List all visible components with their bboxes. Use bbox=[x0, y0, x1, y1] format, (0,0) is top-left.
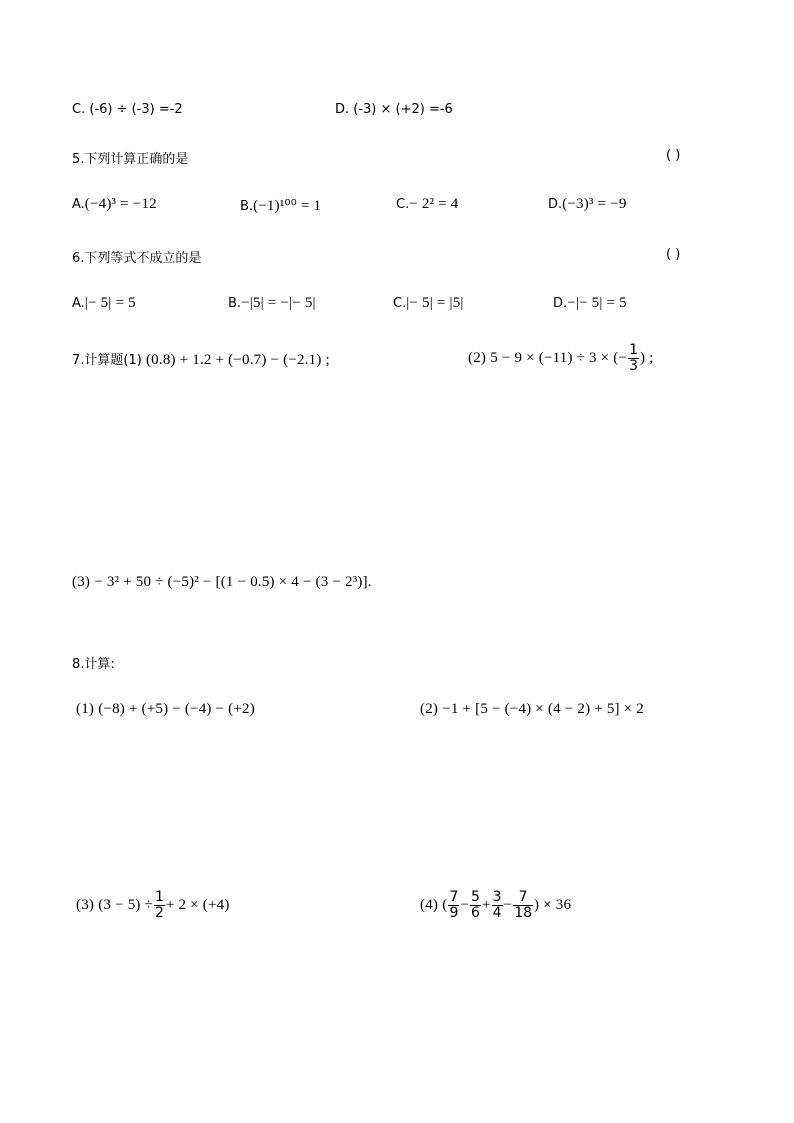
q8-expr4-fraction-1: $\frac{7}{9}$ bbox=[449, 889, 459, 921]
q8-expr4-fraction-3: $\frac{3}{4}$ bbox=[492, 889, 502, 921]
q5-option-d: D.(−3)³ = −9 bbox=[548, 196, 627, 212]
q7-expr-1: (0.8) + 1.2 + (−0.7) − (−2.1) ; bbox=[145, 352, 330, 368]
q5-option-d-math: (−3)³ = −9 bbox=[562, 196, 627, 212]
q4-option-c: C. (-6) ÷ (-3) =-2 bbox=[72, 102, 183, 117]
q8-part-1: (1) (−8) + (+5) − (−4) − (+2) bbox=[76, 701, 255, 717]
q5-option-b: B.(−1)¹⁰⁰ = 1 bbox=[240, 198, 322, 214]
q8-expr4-fraction-4: $\frac{7}{18}$ bbox=[514, 889, 533, 921]
q8-expr4-fraction-2: $\frac{5}{6}$ bbox=[471, 889, 480, 921]
q5-stem: 5.下列计算正确的是 bbox=[72, 152, 189, 167]
q5-option-c-math: − 2² = 4 bbox=[409, 196, 459, 212]
q6-option-d: D.−|− 5| = 5 bbox=[553, 295, 627, 311]
q8-expr-1: (−8) + (+5) − (−4) − (+2) bbox=[98, 701, 255, 717]
q6-option-d-math: −|− 5| = 5 bbox=[567, 295, 627, 311]
q7-part-1 bbox=[72, 349, 330, 369]
q8-stem: 8.计算: bbox=[72, 657, 115, 672]
q8-part-3: (3) (3 − 5) ÷ $\frac{1}{2}$ + 2 × (+4) bbox=[76, 889, 230, 921]
q6-option-a: A.|− 5| = 5 bbox=[72, 295, 136, 311]
q6-option-a-math: |− 5| = 5 bbox=[84, 295, 136, 311]
q6-option-c-math: |− 5| = |5| bbox=[406, 295, 464, 311]
q8-expr3-fraction: $\frac{1}{2}$ bbox=[154, 889, 164, 921]
q6-option-b: B.−|5| = −|− 5| bbox=[228, 295, 316, 311]
q5-option-c: C.− 2² = 4 bbox=[396, 196, 459, 212]
q6-option-b-math: −|5| = −|− 5| bbox=[241, 295, 316, 311]
q8-expr-2: −1 + [5 − (−4) × (4 − 2) + 5] × 2 bbox=[442, 701, 644, 717]
q6-stem: 6.下列等式不成立的是 bbox=[72, 251, 202, 266]
q5-option-b-math: (−1)¹⁰⁰ = 1 bbox=[253, 198, 322, 214]
q5-option-a-math: (−4)³ = −12 bbox=[84, 196, 157, 212]
q6-answer-paren: ( ) bbox=[666, 247, 681, 262]
q5-answer-paren: ( ) bbox=[666, 148, 681, 163]
q7-stem: 7.计算题(1) bbox=[72, 353, 142, 368]
q7-part-3: (3) − 3² + 50 ÷ (−5)² − [(1 − 0.5) × 4 − (3 − 2³)]. bbox=[72, 574, 372, 590]
q8-part-4: (4) ( $\frac{7}{9}$ − $\frac{5}{6}$ + $\frac{3}{4}$ − $\frac{7}{18}$ ) × 36 bbox=[420, 889, 572, 921]
q7-part-2: (2) 5 − 9 × (−11) ÷ 3 × (− $\frac{1}{3}$ ) ; bbox=[468, 342, 654, 374]
q6-option-c: C.|− 5| = |5| bbox=[393, 295, 464, 311]
q4-option-d: D. (-3) × (+2) =-6 bbox=[335, 102, 453, 117]
q5-option-a: A.(−4)³ = −12 bbox=[72, 196, 157, 212]
q7-expr-3: − 3² + 50 ÷ (−5)² − [(1 − 0.5) × 4 − (3 − 2³)]. bbox=[94, 574, 372, 590]
q8-part-2: (2) −1 + [5 − (−4) × (4 − 2) + 5] × 2 bbox=[420, 701, 644, 717]
q7-expr2-fraction: $\frac{1}{3}$ bbox=[629, 342, 639, 374]
